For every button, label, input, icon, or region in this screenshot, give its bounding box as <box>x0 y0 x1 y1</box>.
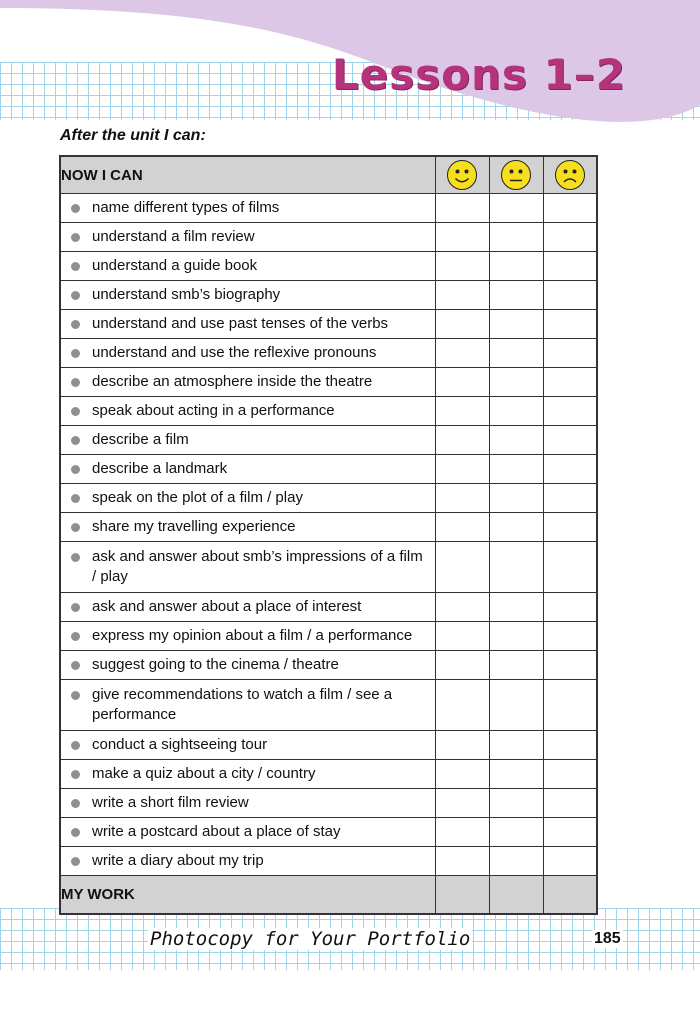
sad-face-icon <box>554 159 586 191</box>
skill-text: understand smb’s biography <box>92 286 281 303</box>
bullet-icon <box>71 494 80 503</box>
happy-check-cell[interactable] <box>435 397 489 426</box>
skill-cell <box>60 368 435 397</box>
bullet-icon <box>71 320 80 329</box>
neutral-check-cell[interactable] <box>489 339 543 368</box>
table-row <box>60 223 597 252</box>
skill-cell <box>60 651 435 680</box>
sad-check-cell[interactable] <box>543 513 597 542</box>
skill-item <box>61 622 435 650</box>
skill-text: understand and use past tenses of the verbs <box>92 315 389 332</box>
sad-check-cell[interactable] <box>543 593 597 622</box>
skill-text: suggest going to the cinema / theatre <box>92 656 339 673</box>
table-row <box>60 397 597 426</box>
neutral-face-icon <box>500 159 532 191</box>
neutral-check-cell[interactable] <box>489 455 543 484</box>
bullet-icon <box>71 378 80 387</box>
table-row <box>60 455 597 484</box>
happy-check-cell[interactable] <box>435 455 489 484</box>
neutral-check-cell[interactable] <box>489 847 543 876</box>
neutral-check-cell[interactable] <box>489 223 543 252</box>
neutral-check-cell[interactable] <box>489 513 543 542</box>
skill-text: write a short film review <box>92 794 249 811</box>
neutral-check-cell[interactable] <box>489 194 543 223</box>
table-row <box>60 593 597 622</box>
happy-check-cell[interactable] <box>435 593 489 622</box>
skill-text: describe a film <box>92 431 189 448</box>
skill-text: give recommendations to watch a film / see a performance <box>92 686 393 723</box>
bullet-icon <box>71 741 80 750</box>
skill-cell <box>60 542 435 593</box>
happy-check-cell[interactable] <box>435 680 489 731</box>
skill-text: understand and use the reflexive pronouns <box>92 344 377 361</box>
happy-check-cell[interactable] <box>435 252 489 281</box>
bullet-icon <box>71 770 80 779</box>
neutral-face-column <box>489 156 543 194</box>
happy-check-cell[interactable] <box>435 651 489 680</box>
skill-text: write a postcard about a place of stay <box>92 823 341 840</box>
neutral-check-cell[interactable] <box>489 789 543 818</box>
table-row <box>60 194 597 223</box>
sad-check-cell[interactable] <box>543 397 597 426</box>
neutral-check-cell[interactable] <box>489 651 543 680</box>
skill-text: ask and answer about smb’s impressions of a film / play <box>92 548 423 585</box>
skill-cell <box>60 426 435 455</box>
bullet-icon <box>71 632 80 641</box>
skill-item <box>61 194 435 222</box>
table-row <box>60 847 597 876</box>
neutral-check-cell[interactable] <box>489 593 543 622</box>
table-row <box>60 252 597 281</box>
sad-check-cell[interactable] <box>543 789 597 818</box>
my-work-row <box>60 876 597 915</box>
happy-check-cell[interactable] <box>435 339 489 368</box>
bullet-icon <box>71 291 80 300</box>
bullet-icon <box>71 349 80 358</box>
skill-item <box>61 310 435 338</box>
sad-face-column <box>543 156 597 194</box>
happy-face-column <box>435 156 489 194</box>
happy-check-cell[interactable] <box>435 542 489 593</box>
neutral-check-cell[interactable] <box>489 760 543 789</box>
skill-cell <box>60 593 435 622</box>
happy-check-cell[interactable] <box>435 622 489 651</box>
skill-item <box>61 252 435 280</box>
skill-item <box>61 681 435 729</box>
sad-check-cell[interactable] <box>543 426 597 455</box>
happy-check-cell[interactable] <box>435 310 489 339</box>
table-row <box>60 339 597 368</box>
bullet-icon <box>71 691 80 700</box>
my-work-happy-cell[interactable] <box>435 876 489 915</box>
table-row <box>60 680 597 731</box>
skill-item <box>61 760 435 788</box>
table-row <box>60 310 597 339</box>
skill-item <box>61 847 435 875</box>
skill-text: describe an atmosphere inside the theatre <box>92 373 373 390</box>
happy-check-cell[interactable] <box>435 818 489 847</box>
footer-text: Photocopy for Your Portfolio <box>150 928 471 950</box>
neutral-check-cell[interactable] <box>489 622 543 651</box>
sad-check-cell[interactable] <box>543 651 597 680</box>
skill-text: understand a film review <box>92 228 255 245</box>
self-assessment-table <box>59 155 598 915</box>
neutral-check-cell[interactable] <box>489 484 543 513</box>
happy-check-cell[interactable] <box>435 731 489 760</box>
skill-cell <box>60 484 435 513</box>
sad-check-cell[interactable] <box>543 252 597 281</box>
bullet-icon <box>71 799 80 808</box>
table-row <box>60 426 597 455</box>
sad-check-cell[interactable] <box>543 281 597 310</box>
skill-cell <box>60 622 435 651</box>
sad-check-cell[interactable] <box>543 339 597 368</box>
neutral-check-cell[interactable] <box>489 310 543 339</box>
skill-cell <box>60 760 435 789</box>
table-header-row <box>60 156 597 194</box>
skill-item <box>61 593 435 621</box>
table-row <box>60 731 597 760</box>
sad-check-cell[interactable] <box>543 731 597 760</box>
bullet-icon <box>71 465 80 474</box>
sad-check-cell[interactable] <box>543 680 597 731</box>
skill-item <box>61 426 435 454</box>
skill-text: speak on the plot of a film / play <box>92 489 303 506</box>
skill-cell <box>60 252 435 281</box>
happy-check-cell[interactable] <box>435 760 489 789</box>
skill-cell <box>60 310 435 339</box>
my-work-sad-cell[interactable] <box>543 876 597 915</box>
happy-check-cell[interactable] <box>435 789 489 818</box>
skill-text: describe a landmark <box>92 460 228 477</box>
skill-cell <box>60 397 435 426</box>
skill-cell <box>60 818 435 847</box>
skill-text: express my opinion about a film / a performance <box>92 627 413 644</box>
table-row <box>60 760 597 789</box>
table-row <box>60 368 597 397</box>
bullet-icon <box>71 436 80 445</box>
happy-check-cell[interactable] <box>435 426 489 455</box>
happy-check-cell[interactable] <box>435 513 489 542</box>
skill-text: write a diary about my trip <box>92 852 264 869</box>
my-work-label: MY WORK <box>60 876 435 915</box>
happy-check-cell[interactable] <box>435 194 489 223</box>
skill-text: speak about acting in a performance <box>92 402 335 419</box>
skill-item <box>61 397 435 425</box>
table-row <box>60 622 597 651</box>
neutral-check-cell[interactable] <box>489 281 543 310</box>
skill-item <box>61 513 435 541</box>
bullet-icon <box>71 233 80 242</box>
page-number: 185 <box>594 930 621 947</box>
neutral-check-cell[interactable] <box>489 680 543 731</box>
skill-text: make a quiz about a city / country <box>92 765 316 782</box>
table-row <box>60 542 597 593</box>
bullet-icon <box>71 523 80 532</box>
bullet-icon <box>71 407 80 416</box>
skill-text: conduct a sightseeing tour <box>92 736 268 753</box>
skill-item <box>61 339 435 367</box>
neutral-check-cell[interactable] <box>489 731 543 760</box>
neutral-check-cell[interactable] <box>489 426 543 455</box>
skill-text: understand a guide book <box>92 257 258 274</box>
skill-item <box>61 789 435 817</box>
skill-item <box>61 543 435 591</box>
skill-cell <box>60 731 435 760</box>
neutral-check-cell[interactable] <box>489 368 543 397</box>
skill-cell <box>60 847 435 876</box>
skill-cell <box>60 789 435 818</box>
sad-check-cell[interactable] <box>543 847 597 876</box>
subtitle: After the unit I can: <box>60 127 206 144</box>
skill-cell <box>60 194 435 223</box>
bullet-icon <box>71 857 80 866</box>
table-row <box>60 651 597 680</box>
happy-check-cell[interactable] <box>435 368 489 397</box>
skill-text: share my travelling experience <box>92 518 296 535</box>
table-row <box>60 281 597 310</box>
page-title: Lessons 1–2 <box>331 50 626 99</box>
happy-check-cell[interactable] <box>435 847 489 876</box>
happy-check-cell[interactable] <box>435 281 489 310</box>
happy-check-cell[interactable] <box>435 223 489 252</box>
table-row <box>60 513 597 542</box>
neutral-check-cell[interactable] <box>489 542 543 593</box>
sad-check-cell[interactable] <box>543 818 597 847</box>
skill-cell <box>60 223 435 252</box>
neutral-check-cell[interactable] <box>489 397 543 426</box>
skill-item <box>61 368 435 396</box>
skill-cell <box>60 513 435 542</box>
skill-item <box>61 484 435 512</box>
sad-check-cell[interactable] <box>543 310 597 339</box>
bullet-icon <box>71 661 80 670</box>
bullet-icon <box>71 262 80 271</box>
bullet-icon <box>71 828 80 837</box>
sad-check-cell[interactable] <box>543 542 597 593</box>
my-work-neutral-cell[interactable] <box>489 876 543 915</box>
table-row <box>60 484 597 513</box>
bullet-icon <box>71 204 80 213</box>
neutral-check-cell[interactable] <box>489 818 543 847</box>
skill-item <box>61 455 435 483</box>
sad-check-cell[interactable] <box>543 368 597 397</box>
skill-text: name different types of films <box>92 199 280 216</box>
sad-check-cell[interactable] <box>543 484 597 513</box>
skill-item <box>61 731 435 759</box>
skill-cell <box>60 339 435 368</box>
skill-cell <box>60 455 435 484</box>
skill-cell <box>60 281 435 310</box>
happy-face-icon <box>446 159 478 191</box>
sad-check-cell[interactable] <box>543 223 597 252</box>
neutral-check-cell[interactable] <box>489 252 543 281</box>
skill-item <box>61 651 435 679</box>
sad-check-cell[interactable] <box>543 194 597 223</box>
skill-item <box>61 223 435 251</box>
happy-check-cell[interactable] <box>435 484 489 513</box>
bullet-icon <box>71 603 80 612</box>
skill-item <box>61 281 435 309</box>
skill-cell <box>60 680 435 731</box>
table-row <box>60 818 597 847</box>
sad-check-cell[interactable] <box>543 760 597 789</box>
skill-text: ask and answer about a place of interest <box>92 598 362 615</box>
table-row <box>60 789 597 818</box>
now-i-can-heading: NOW I CAN <box>60 156 435 194</box>
sad-check-cell[interactable] <box>543 455 597 484</box>
bullet-icon <box>71 553 80 562</box>
sad-check-cell[interactable] <box>543 622 597 651</box>
skill-item <box>61 818 435 846</box>
